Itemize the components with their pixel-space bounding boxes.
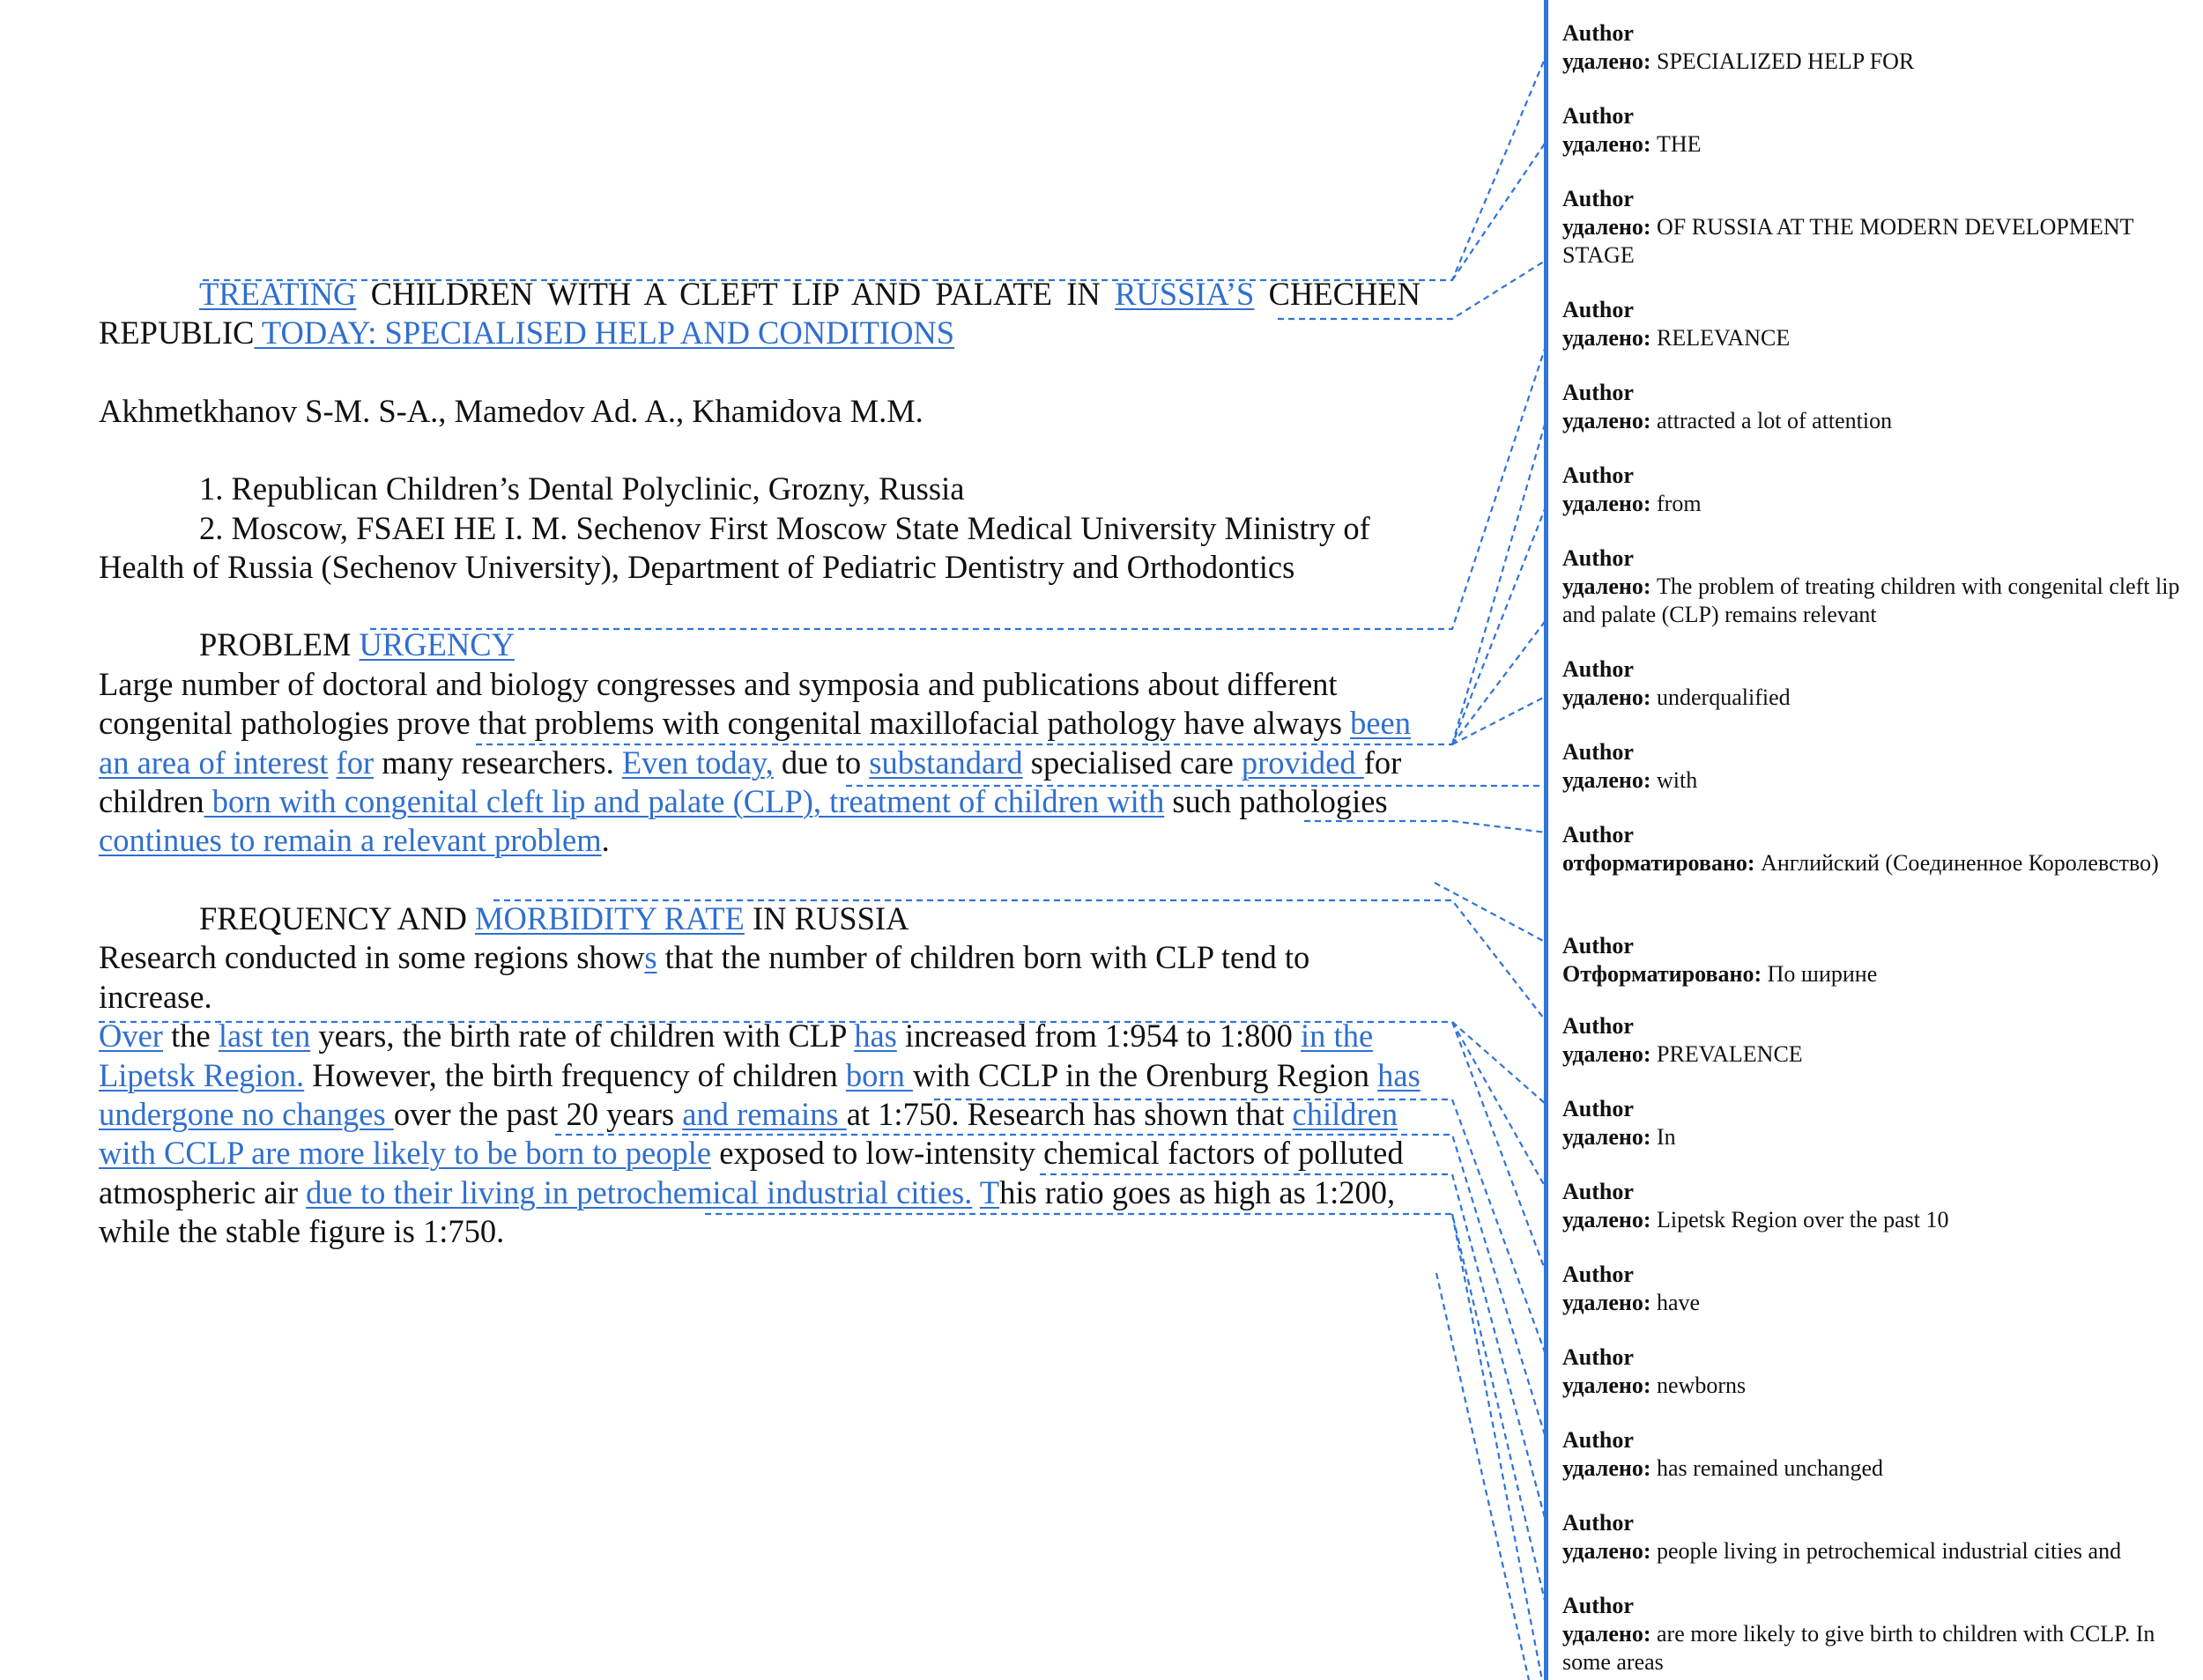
text-run: such pathologies: [1164, 783, 1388, 820]
balloon-author: Author: [1562, 1593, 1634, 1618]
balloon-text: RELEVANCE: [1650, 325, 1791, 351]
revision-balloon[interactable]: [1562, 932, 2197, 988]
insertion: for: [336, 744, 375, 781]
text-run: his ratio goes as high as 1:200, while the stable figure is 1:750.: [99, 1173, 1396, 1250]
insertion: MORBIDITY RATE: [474, 899, 745, 936]
insertion: has undergone no changes: [99, 1056, 1420, 1132]
section-heading-frequency: [99, 899, 1420, 938]
insertion: born with congenital cleft lip and palate (CLP), treatment of children with: [204, 783, 1165, 820]
revision-balloon[interactable]: [1562, 1343, 2197, 1400]
balloon-text: have: [1650, 1290, 1701, 1315]
balloon-text: OF RUSSIA AT THE MODERN DEVELOPMENT STAGE: [1562, 214, 2134, 268]
balloon-label: удалено:: [1562, 325, 1651, 351]
balloon-author: Author: [1562, 545, 1634, 571]
text-run: for children: [99, 744, 1402, 820]
revision-balloon[interactable]: [1562, 1095, 2197, 1151]
balloon-label: удалено:: [1562, 1207, 1651, 1232]
insertion: s: [644, 939, 657, 976]
balloon-author: Author: [1562, 822, 1634, 847]
revision-balloon[interactable]: [1562, 1012, 2197, 1069]
balloon-author: Author: [1562, 933, 1634, 958]
balloon-author: Author: [1562, 20, 1634, 46]
heading-text: FREQUENCY AND: [199, 899, 475, 936]
balloon-label: удалено:: [1562, 685, 1651, 710]
balloon-label: удалено:: [1562, 1373, 1651, 1398]
balloon-author: Author: [1562, 1179, 1634, 1204]
revision-balloon[interactable]: [1562, 102, 2197, 159]
insertion: provided: [1241, 744, 1364, 781]
insertion: TODAY: SPECIALISED HELP AND CONDITIONS: [254, 315, 955, 352]
text-run: at 1:750. Research has shown that: [846, 1095, 1293, 1132]
insertion: has: [854, 1018, 897, 1055]
balloon-author: Author: [1562, 1510, 1634, 1536]
text-run: [972, 1174, 979, 1210]
balloon-text: Lipetsk Region over the past 10: [1650, 1207, 1949, 1232]
document-title: [99, 275, 1420, 353]
revision-balloon[interactable]: [1562, 1426, 2197, 1483]
insertion: been an area of interest: [99, 705, 1411, 781]
text-run: Research conducted in some regions show: [99, 939, 645, 976]
insertion: substandard: [869, 744, 1023, 781]
revision-balloon[interactable]: [1562, 821, 2197, 877]
text-run: exposed to low-intensity chemical factors of polluted atmospheric air: [99, 1135, 1404, 1210]
insertion: children with CCLP are more likely to be born to people: [99, 1095, 1398, 1172]
revision-balloon[interactable]: [1562, 296, 2197, 352]
insertion: continues to remain a relevant problem: [99, 822, 602, 859]
insertion: due to their living in petrochemical industrial cities.: [306, 1173, 973, 1210]
balloon-author: Author: [1562, 1013, 1634, 1039]
balloon-text: SPECIALIZED HELP FOR: [1650, 48, 1915, 74]
text-run: .: [601, 822, 610, 859]
balloon-author: Author: [1562, 380, 1634, 405]
balloon-author: Author: [1562, 186, 1634, 211]
balloon-text: underqualified: [1650, 685, 1791, 710]
text-run: However, the birth frequency of children: [304, 1056, 846, 1093]
section-heading-urgency: [99, 625, 1420, 664]
revision-balloon[interactable]: [1562, 1178, 2197, 1234]
balloon-label: удалено:: [1562, 1621, 1651, 1647]
balloon-text: has remained unchanged: [1650, 1455, 1884, 1481]
balloon-label: удалено:: [1562, 1124, 1651, 1150]
balloon-label: удалено:: [1562, 1538, 1651, 1564]
balloon-author: Author: [1562, 656, 1634, 682]
insertion: RUSSIA’S: [1115, 276, 1255, 312]
text-run: [328, 744, 336, 781]
revision-balloon[interactable]: [1562, 655, 2197, 712]
text-run: years, the birth rate of children with CLP: [310, 1018, 855, 1055]
balloon-label: удалено:: [1562, 214, 1651, 240]
insertion: Even today,: [621, 744, 774, 781]
affiliation-1: 1. Republican Children’s Dental Polyclinic, Grozny, Russia: [199, 470, 965, 507]
revision-balloon[interactable]: [1562, 185, 2197, 270]
revision-balloon[interactable]: [1562, 1261, 2197, 1317]
revision-balloon[interactable]: [1562, 1592, 2197, 1676]
heading-text: PROBLEM: [199, 626, 360, 663]
balloon-text: PREVALENCE: [1650, 1041, 1803, 1067]
insertion: URGENCY: [359, 626, 515, 663]
balloon-text: with: [1650, 767, 1698, 793]
balloon-label: удалено:: [1562, 767, 1651, 793]
revision-balloon[interactable]: [1562, 19, 2197, 76]
balloon-label: удалено:: [1562, 408, 1651, 433]
revision-balloon[interactable]: [1562, 462, 2197, 518]
balloon-text: Английский (Соединенное Королевство): [1754, 850, 2159, 876]
heading-text: IN RUSSIA: [744, 899, 909, 936]
revision-balloon[interactable]: [1562, 1509, 2197, 1565]
revision-balloon[interactable]: [1562, 544, 2197, 629]
balloon-label: удалено:: [1562, 574, 1651, 599]
balloon-label: удалено:: [1562, 1041, 1651, 1067]
text-run: specialised care: [1022, 744, 1242, 781]
insertion: T: [979, 1173, 1000, 1210]
balloon-text: are more likely to give birth to children with CCLP. In some areas: [1562, 1621, 2155, 1675]
balloon-author: Author: [1562, 1262, 1634, 1287]
balloon-text: newborns: [1650, 1373, 1747, 1398]
insertion: and remains: [682, 1095, 847, 1132]
insertion: in the Lipetsk Region.: [99, 1018, 1374, 1093]
text-run: increased from 1:954 to 1:800: [896, 1018, 1302, 1055]
title-text: CHECHEN REPUBLIC: [99, 276, 1420, 352]
authors-line: Akhmetkhanov S-M. S-A., Mamedov Ad. A., Khamidova M.M.: [99, 392, 923, 429]
paragraph-research: [99, 938, 1420, 1017]
balloon-text: По ширине: [1762, 961, 1878, 987]
text-run: over the past 20 years: [393, 1095, 683, 1132]
text-run: many researchers.: [374, 744, 622, 781]
balloon-label: Отформатировано:: [1562, 961, 1762, 987]
balloon-label: удалено:: [1562, 48, 1651, 74]
balloon-text: In: [1650, 1124, 1676, 1150]
text-run: the: [162, 1018, 219, 1055]
insertion: Over: [99, 1018, 163, 1055]
document-body[interactable]: [99, 275, 1420, 1252]
balloon-author: Author: [1562, 1344, 1634, 1370]
text-run: with CCLP in the Orenburg Region: [912, 1056, 1378, 1093]
balloon-text: attracted a lot of attention: [1650, 408, 1893, 433]
balloon-text: from: [1650, 491, 1702, 516]
text-run: Large number of doctoral and biology congresses and symposia and publications about different congenital pathologies prove that problems with congenital maxillofacial pathology have always: [99, 665, 1351, 742]
balloon-author: Author: [1562, 739, 1634, 765]
balloon-author: Author: [1562, 1427, 1634, 1453]
balloon-label: удалено:: [1562, 1455, 1651, 1481]
balloon-text: THE: [1650, 131, 1702, 157]
insertion: TREATING: [199, 276, 357, 312]
revision-balloon[interactable]: [1562, 738, 2197, 795]
balloon-label: отформатировано:: [1562, 850, 1755, 876]
balloon-author: Author: [1562, 1096, 1634, 1121]
paragraph-urgency: [99, 665, 1420, 861]
text-run: that the number of children born with CLP tend to increase.: [99, 939, 1310, 1015]
balloon-author: Author: [1562, 103, 1634, 129]
balloon-label: удалено:: [1562, 1290, 1651, 1315]
balloon-author: Author: [1562, 463, 1634, 488]
affiliation-2: 2. Moscow, FSAEI HE I. M. Sechenov First Moscow State Medical University Ministry of Health of Russia (Sechenov University), Department of Pediatric Dentistry and Orthodontics: [99, 509, 1370, 586]
markup-area-bar: [1544, 0, 1548, 1680]
revision-balloon[interactable]: [1562, 379, 2197, 435]
insertion: last ten: [218, 1018, 311, 1055]
paragraph-birth-rate: [99, 1017, 1420, 1251]
text-run: due to: [773, 744, 870, 781]
balloon-text: people living in petrochemical industrial cities and: [1650, 1538, 2122, 1564]
balloon-text: The problem of treating children with congenital cleft lip and palate (CLP) remains relevant: [1562, 574, 2180, 627]
balloon-label: удалено:: [1562, 491, 1651, 516]
title-text: CHILDREN WITH A CLEFT LIP AND PALATE IN: [356, 276, 1116, 312]
balloon-author: Author: [1562, 297, 1634, 322]
balloon-label: удалено:: [1562, 131, 1651, 157]
insertion: born: [845, 1056, 913, 1093]
